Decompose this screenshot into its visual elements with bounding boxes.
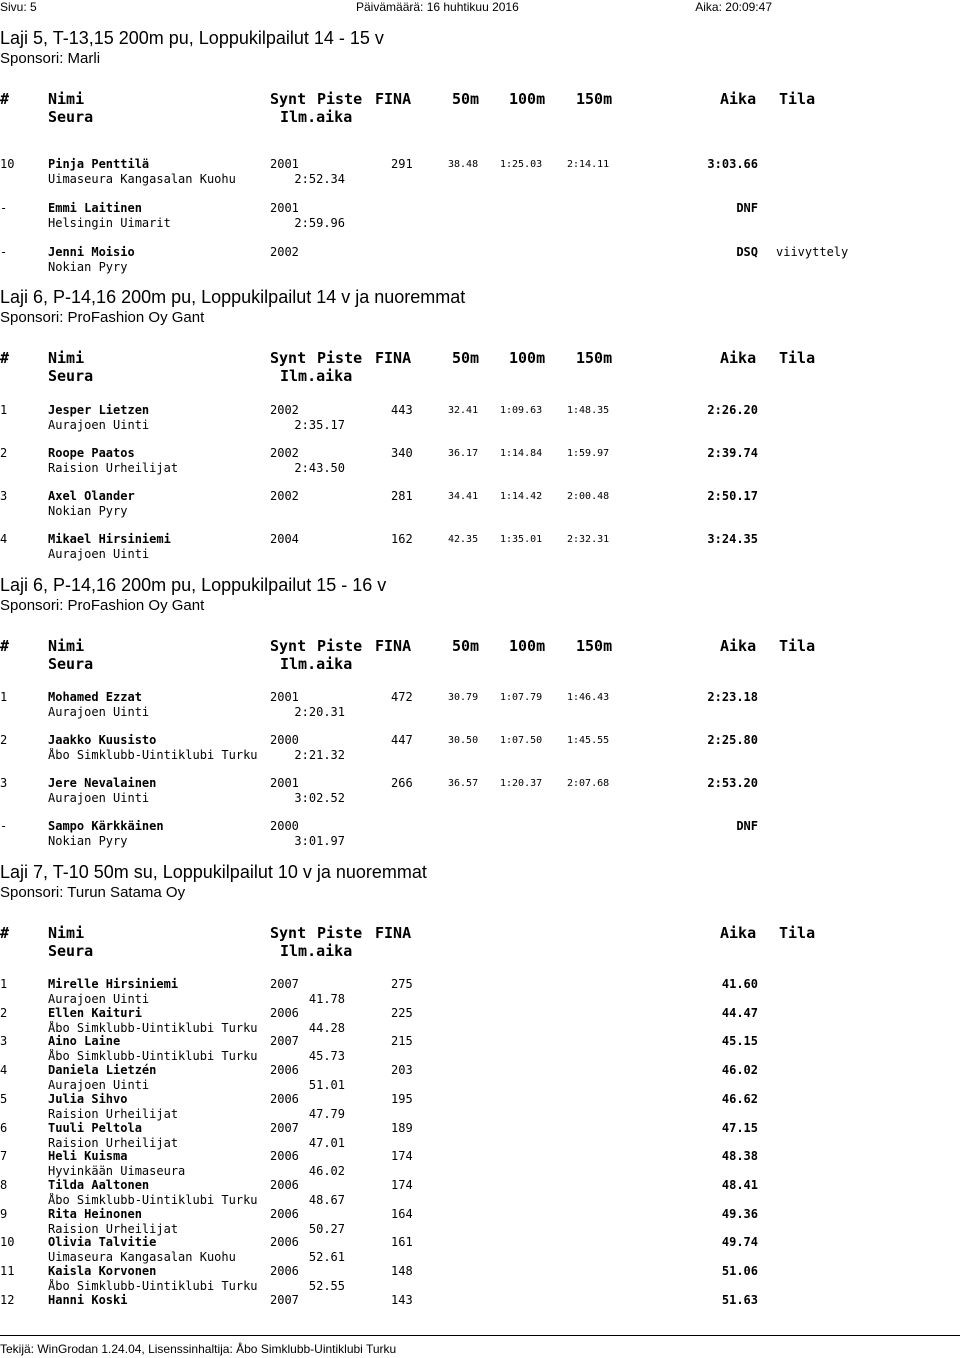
column-header-s50: 50m [452,90,480,108]
event-section [0,287,960,575]
swimmer-name: Roope Paatos [48,446,135,460]
birth-year: 2006 [270,1149,299,1164]
event-sponsor: Sponsori: ProFashion Oy Gant [0,597,205,614]
column-header-num: # [0,637,10,655]
club-name: Åbo Simklubb-Uintiklubi Turku [48,1020,258,1035]
club-name: Uimaseura Kangasalan Kuohu [48,172,236,186]
column-header-entry: Ilm.aika [280,108,353,126]
final-time: DNF [736,819,758,833]
birth-year: 2007 [270,1120,299,1135]
swimmer-name: Jenni Moisio [48,245,135,259]
split-50m: 30.50 [448,735,479,746]
fina-points: 195 [391,1091,413,1106]
split-150m: 2:07.68 [567,778,610,789]
birth-year: 2001 [270,776,299,790]
final-time: 51.63 [721,1292,758,1307]
column-header-s150: 150m [576,90,613,108]
event-title: Laji 5, T-13,15 200m pu, Loppukilpailut 14 - 15 v [0,28,384,48]
footer-text: Tekijä: WinGrodan 1.24.04, Lisenssinhaltija: Åbo Simklubb-Uintiklubi Turku [0,1342,397,1356]
swimmer-name: Tuuli Peltola [48,1120,142,1135]
event-sponsor: Sponsori: Turun Satama Oy [0,884,186,901]
club-name: Aurajoen Uinti [48,418,150,432]
entry-time: 2:35.17 [294,418,345,432]
fina-points: 266 [391,776,413,790]
fina-points: 162 [391,532,413,546]
column-header-club: Seura [48,942,94,960]
fina-points: 340 [391,446,413,460]
fina-points: 143 [391,1292,413,1307]
final-time: 3:24.35 [707,532,758,546]
fina-points: 164 [391,1206,413,1221]
split-50m: 36.17 [448,448,479,459]
swimmer-name: Heli Kuisma [48,1149,128,1164]
split-100m: 1:09.63 [500,405,543,416]
result-row [0,1178,960,1208]
final-time: 46.02 [721,1063,758,1078]
place: 2 [0,733,8,747]
club-name: Raision Urheilijat [48,461,179,475]
column-header-status: Tila [779,637,816,655]
fina-points: 225 [391,1005,413,1020]
fina-points: 472 [391,690,413,704]
club-name: Aurajoen Uinti [48,791,150,805]
result-row [0,1121,960,1151]
entry-time: 2:59.96 [294,216,345,230]
fina-points: 203 [391,1063,413,1078]
fina-points: 148 [391,1264,413,1278]
entry-time: 44.28 [308,1020,345,1035]
place: - [0,201,8,215]
entry-time: 3:02.52 [294,791,345,805]
result-row [0,245,960,275]
club-name: Raision Urheilijat [48,1221,179,1236]
birth-year: 2007 [270,1034,299,1049]
column-header-born: Synt [270,90,307,108]
result-row [0,690,960,720]
birth-year: 2006 [270,1235,299,1250]
birth-year: 2007 [270,1292,299,1307]
fina-points: 281 [391,489,413,503]
split-100m: 1:35.01 [500,534,543,545]
split-150m: 2:32.31 [567,534,610,545]
place: 3 [0,1034,8,1049]
split-100m: 1:20.37 [500,778,543,789]
swimmer-name: Hanni Koski [48,1292,128,1307]
swimmer-name: Jere Nevalainen [48,776,157,790]
club-name: Nokian Pyry [48,504,128,518]
place: - [0,245,8,259]
birth-year: 2002 [270,489,299,503]
split-150m: 1:48.35 [567,405,610,416]
split-150m: 1:46.43 [567,692,610,703]
place: 8 [0,1177,8,1192]
column-header-s100: 100m [509,349,546,367]
result-row [0,201,960,231]
final-time: 45.15 [721,1034,758,1049]
column-header-time: Aika [720,349,757,367]
place: 4 [0,1063,8,1078]
birth-year: 2006 [270,1177,299,1192]
swimmer-name: Daniela Lietzén [48,1063,157,1078]
birth-year: 2001 [270,690,299,704]
place: 9 [0,1206,8,1221]
column-header-s50: 50m [452,637,480,655]
final-time: 2:39.74 [707,446,758,460]
swimmer-name: Olivia Talvitie [48,1235,157,1250]
club-name: Nokian Pyry [48,834,128,848]
birth-year: 2006 [270,1264,299,1278]
column-header-s150: 150m [576,349,613,367]
place: 4 [0,532,8,546]
place: 3 [0,776,8,790]
column-header-entry: Ilm.aika [280,655,353,673]
column-header-status: Tila [779,349,816,367]
club-name: Helsingin Uimarit [48,216,171,230]
swimmer-name: Rita Heinonen [48,1206,142,1221]
result-row [0,1235,960,1265]
fina-points: 275 [391,977,413,991]
entry-time: 52.55 [308,1279,345,1293]
club-name: Nokian Pyry [48,260,128,274]
status-note: viivyttely [776,245,849,259]
final-time: 47.15 [721,1120,758,1135]
club-name: Aurajoen Uinti [48,992,150,1006]
entry-time: 2:21.32 [294,748,345,762]
birth-year: 2006 [270,1091,299,1106]
final-time: 46.62 [721,1091,758,1106]
result-row [0,1293,960,1323]
entry-time: 2:20.31 [294,705,345,719]
birth-year: 2002 [270,446,299,460]
entry-time: 47.79 [308,1106,345,1121]
final-time: 49.36 [721,1206,758,1221]
column-header-s100: 100m [509,637,546,655]
split-50m: 32.41 [448,405,479,416]
place: 1 [0,403,8,417]
entry-time: 47.01 [308,1135,345,1150]
split-100m: 1:07.79 [500,692,543,703]
final-time: 2:50.17 [707,489,758,503]
column-header-time: Aika [720,637,757,655]
result-row [0,776,960,806]
column-header-club: Seura [48,367,94,385]
swimmer-name: Sampo Kärkkäinen [48,819,164,833]
final-time: 48.38 [721,1149,758,1164]
result-row [0,1034,960,1064]
column-header-points: Piste [317,349,363,367]
place: 2 [0,446,8,460]
column-header-club: Seura [48,655,94,673]
column-header-s100: 100m [509,90,546,108]
birth-year: 2007 [270,977,299,991]
fina-points: 443 [391,403,413,417]
column-header-fina: FINA [375,924,412,942]
club-name: Aurajoen Uinti [48,1078,150,1093]
swimmer-name: Mirelle Hirsiniemi [48,977,179,991]
print-time: Aika: 20:09:47 [695,0,772,14]
place: 1 [0,977,8,991]
footer-divider [0,1335,960,1336]
final-time: 2:25.80 [707,733,758,747]
result-row [0,1092,960,1122]
page-number: Sivu: 5 [0,0,37,14]
column-header-num: # [0,924,10,942]
entry-time: 3:01.97 [294,834,345,848]
club-name: Uimaseura Kangasalan Kuohu [48,1250,236,1265]
column-header-club: Seura [48,108,94,126]
final-time: 3:03.66 [707,157,758,171]
column-header-num: # [0,90,10,108]
column-header-fina: FINA [375,349,412,367]
final-time: 51.06 [721,1264,758,1278]
event-sponsor: Sponsori: ProFashion Oy Gant [0,309,205,326]
place: 3 [0,489,8,503]
final-time: 2:23.18 [707,690,758,704]
place: 10 [0,157,15,171]
split-50m: 42.35 [448,534,479,545]
column-header-entry: Ilm.aika [280,942,353,960]
column-header-name: Nimi [48,90,85,108]
result-row [0,489,960,519]
swimmer-name: Aino Laine [48,1034,121,1049]
final-time: 2:53.20 [707,776,758,790]
split-150m: 1:59.97 [567,448,610,459]
place: 1 [0,690,8,704]
result-row [0,1207,960,1237]
page-header [0,0,960,14]
result-row [0,403,960,433]
place: 10 [0,1235,15,1250]
column-header-status: Tila [779,90,816,108]
final-time: 2:26.20 [707,403,758,417]
entry-time: 52.61 [308,1250,345,1265]
place: - [0,819,8,833]
event-title: Laji 6, P-14,16 200m pu, Loppukilpailut 15 - 16 v [0,575,387,595]
swimmer-name: Axel Olander [48,489,135,503]
place: 5 [0,1091,8,1106]
birth-year: 2002 [270,403,299,417]
column-header-fina: FINA [375,90,412,108]
place: 11 [0,1264,15,1278]
swimmer-name: Jesper Lietzen [48,403,150,417]
final-time: 44.47 [721,1005,758,1020]
club-name: Raision Urheilijat [48,1106,179,1121]
entry-time: 51.01 [308,1078,345,1093]
entry-time: 41.78 [308,992,345,1006]
final-time: DNF [736,201,758,215]
column-header-entry: Ilm.aika [280,367,353,385]
column-header-name: Nimi [48,349,85,367]
split-150m: 2:00.48 [567,491,610,502]
column-header-time: Aika [720,924,757,942]
entry-time: 50.27 [308,1221,345,1236]
result-row [0,733,960,763]
swimmer-name: Jaakko Kuusisto [48,733,157,747]
split-50m: 36.57 [448,778,479,789]
birth-year: 2006 [270,1063,299,1078]
split-100m: 1:14.42 [500,491,543,502]
column-header-points: Piste [317,924,363,942]
final-time: DSQ [736,245,758,259]
fina-points: 189 [391,1120,413,1135]
split-50m: 38.48 [448,159,479,170]
club-name: Hyvinkään Uimaseura [48,1164,186,1179]
split-100m: 1:25.03 [500,159,543,170]
split-50m: 30.79 [448,692,479,703]
place: 7 [0,1149,8,1164]
entry-time: 2:52.34 [294,172,345,186]
birth-year: 2001 [270,201,299,215]
swimmer-name: Tilda Aaltonen [48,1177,150,1192]
split-150m: 1:45.55 [567,735,610,746]
split-100m: 1:07.50 [500,735,543,746]
swimmer-name: Mikael Hirsiniemi [48,532,171,546]
print-date: Päivämäärä: 16 huhtikuu 2016 [356,0,519,14]
final-time: 49.74 [721,1235,758,1250]
event-section [0,862,960,1321]
swimmer-name: Kaisla Korvonen [48,1264,157,1278]
swimmer-name: Pinja Penttilä [48,157,150,171]
fina-points: 447 [391,733,413,747]
entry-time: 48.67 [308,1192,345,1207]
split-50m: 34.41 [448,491,479,502]
result-row [0,446,960,476]
column-header-time: Aika [720,90,757,108]
column-header-name: Nimi [48,924,85,942]
fina-points: 215 [391,1034,413,1049]
column-header-fina: FINA [375,637,412,655]
place: 2 [0,1005,8,1020]
fina-points: 174 [391,1149,413,1164]
birth-year: 2006 [270,1005,299,1020]
split-150m: 2:14.11 [567,159,610,170]
fina-points: 174 [391,1177,413,1192]
entry-time: 46.02 [308,1164,345,1179]
club-name: Åbo Simklubb-Uintiklubi Turku [48,1049,258,1064]
birth-year: 2002 [270,245,299,259]
column-header-born: Synt [270,349,307,367]
fina-points: 291 [391,157,413,171]
club-name: Aurajoen Uinti [48,547,150,561]
birth-year: 2001 [270,157,299,171]
birth-year: 2000 [270,733,299,747]
column-header-name: Nimi [48,637,85,655]
final-time: 48.41 [721,1177,758,1192]
result-row [0,157,960,187]
column-header-s50: 50m [452,349,480,367]
swimmer-name: Mohamed Ezzat [48,690,142,704]
club-name: Aurajoen Uinti [48,705,150,719]
event-title: Laji 7, T-10 50m su, Loppukilpailut 10 v ja nuoremmat [0,862,427,882]
club-name: Åbo Simklubb-Uintiklubi Turku [48,748,258,762]
event-section [0,575,960,862]
event-title: Laji 6, P-14,16 200m pu, Loppukilpailut 14 v ja nuoremmat [0,287,466,307]
entry-time: 45.73 [308,1049,345,1064]
column-header-born: Synt [270,637,307,655]
birth-year: 2004 [270,532,299,546]
column-header-points: Piste [317,637,363,655]
swimmer-name: Emmi Laitinen [48,201,142,215]
place: 12 [0,1292,15,1307]
fina-points: 161 [391,1235,413,1250]
result-row [0,819,960,849]
event-sponsor: Sponsori: Marli [0,50,101,67]
club-name: Raision Urheilijat [48,1135,179,1150]
swimmer-name: Julia Sihvo [48,1091,128,1106]
club-name: Åbo Simklubb-Uintiklubi Turku [48,1279,258,1293]
final-time: 41.60 [721,977,758,991]
result-row [0,977,960,1007]
event-section [0,28,960,289]
column-header-born: Synt [270,924,307,942]
result-row [0,1264,960,1294]
place: 6 [0,1120,8,1135]
birth-year: 2006 [270,1206,299,1221]
result-row [0,1063,960,1093]
result-row [0,1006,960,1036]
entry-time: 2:43.50 [294,461,345,475]
result-row [0,532,960,562]
column-header-points: Piste [317,90,363,108]
column-header-status: Tila [779,924,816,942]
birth-year: 2000 [270,819,299,833]
swimmer-name: Ellen Kaituri [48,1005,142,1020]
column-header-num: # [0,349,10,367]
result-row [0,1149,960,1179]
column-header-s150: 150m [576,637,613,655]
club-name: Åbo Simklubb-Uintiklubi Turku [48,1192,258,1207]
split-100m: 1:14.84 [500,448,543,459]
